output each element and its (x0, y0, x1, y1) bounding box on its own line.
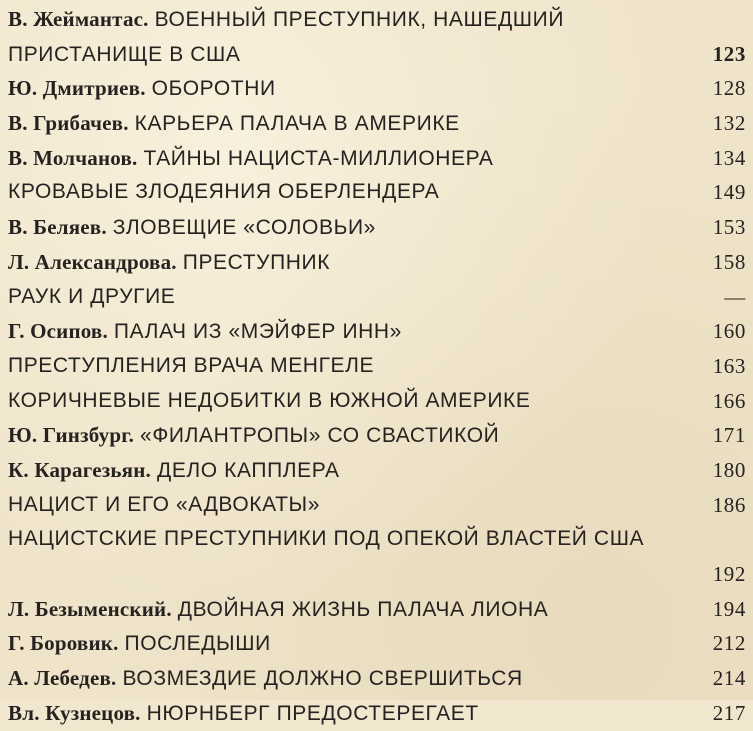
toc-page-number: 123 (712, 41, 746, 66)
toc-page-number: 149 (712, 180, 746, 205)
toc-entry (8, 592, 746, 627)
toc-entry (8, 71, 746, 106)
toc-title: ДВОЙНАЯ ЖИЗНЬ ПАЛАЧА ЛИОНА (177, 597, 549, 621)
toc-title: ТАЙНЫ НАЦИСТА-МИЛЛИОНЕРА (143, 146, 494, 170)
toc-title: НАЦИСТСКИЕ ПРЕСТУПНИКИ ПОД ОПЕКОЙ ВЛАСТЕЙ США (8, 527, 645, 551)
toc-entry (8, 175, 746, 210)
toc-page-number: 214 (712, 666, 746, 691)
toc-author: Ю. Дмитриев. (8, 76, 146, 101)
toc-author: А. Лебедев. (8, 666, 117, 691)
toc-author: Л. Александрова. (8, 249, 177, 274)
toc-entry (8, 280, 746, 315)
toc-author: Г. Осипов. (8, 319, 108, 344)
toc-page-number: 166 (712, 388, 746, 413)
toc-page-number: 186 (712, 492, 746, 517)
toc-author: Ю. Гинзбург. (8, 423, 135, 448)
toc-author: К. Карагезьян. (8, 457, 151, 482)
toc-author: Л. Безыменский. (8, 596, 172, 621)
toc-title: ДЕЛО КАППЛЕРА (157, 458, 340, 482)
toc-entry (8, 106, 746, 141)
toc-author: Г. Боровик. (8, 631, 119, 656)
toc-title: КОРИЧНЕВЫЕ НЕДОБИТКИ В ЮЖНОЙ АМЕРИКЕ (8, 388, 531, 412)
toc-entry (8, 141, 746, 176)
toc-page-number: 212 (712, 631, 746, 656)
toc-author: В. Молчанов. (8, 145, 138, 170)
toc-title: КАРЬЕРА ПАЛАЧА В АМЕРИКЕ (134, 112, 460, 136)
toc-page-number: 132 (712, 111, 746, 136)
toc-title: ПАЛАЧ ИЗ «МЭЙФЕР ИНН» (113, 320, 402, 344)
toc-page-number: 194 (712, 596, 746, 621)
toc-entry (8, 488, 746, 523)
toc-entry (8, 314, 746, 349)
toc-title: ПОСЛЕДЫШИ (124, 632, 271, 656)
toc-title: ОБОРОТНИ (151, 77, 276, 101)
toc-title: ВОЕННЫЙ ПРЕСТУПНИК, НАШЕДШИЙ ПРИСТАНИЩЕ В США (8, 8, 565, 66)
toc-entry (8, 245, 746, 280)
toc-title: НЮРНБЕРГ ПРЕДОСТЕРЕГАЕТ (146, 701, 479, 725)
toc-page-number: 128 (712, 76, 746, 101)
toc-entry (8, 522, 746, 591)
toc-title: ПРЕСТУПНИК (182, 250, 331, 274)
toc-title: КРОВАВЫЕ ЗЛОДЕЯНИЯ ОБЕРЛЕНДЕРА (8, 180, 440, 204)
toc-page-number: 171 (712, 423, 746, 448)
toc-page-number: 217 (712, 700, 746, 725)
toc-title: ЗЛОВЕЩИЕ «СОЛОВЬИ» (112, 216, 376, 240)
toc-entry (8, 384, 746, 419)
toc-page-number: 180 (712, 457, 746, 482)
toc-entry (8, 696, 746, 731)
toc-page-number: 134 (712, 145, 746, 170)
toc-page-number: 158 (712, 249, 746, 274)
toc-title: ВОЗМЕЗДИЕ ДОЛЖНО СВЕРШИТЬСЯ (122, 667, 523, 691)
toc-page-number: 160 (712, 319, 746, 344)
toc-title: НАЦИСТ И ЕГО «АДВОКАТЫ» (8, 492, 320, 516)
toc-entry (8, 210, 746, 245)
toc-page-number: — (724, 284, 746, 309)
toc-page-number: 153 (712, 215, 746, 240)
toc-entry (8, 2, 746, 71)
toc-entry (8, 418, 746, 453)
toc-title: ПРЕСТУПЛЕНИЯ ВРАЧА МЕНГЕЛЕ (8, 353, 375, 377)
toc-author: В. Жеймантас. (8, 7, 149, 31)
toc-author: Вл. Кузнецов. (8, 700, 141, 725)
toc-title: РАУК И ДРУГИЕ (8, 284, 176, 308)
table-of-contents (8, 2, 746, 730)
toc-author: В. Беляев. (8, 215, 107, 240)
toc-author: В. Грибачев. (8, 111, 129, 136)
toc-entry (8, 453, 746, 488)
toc-entry (8, 349, 746, 384)
toc-title: «ФИЛАНТРОПЫ» СО СВАСТИКОЙ (140, 424, 500, 448)
toc-entry (8, 626, 746, 661)
toc-entry (8, 661, 746, 696)
toc-page-number: 192 (712, 562, 746, 587)
toc-page-number: 163 (712, 353, 746, 378)
